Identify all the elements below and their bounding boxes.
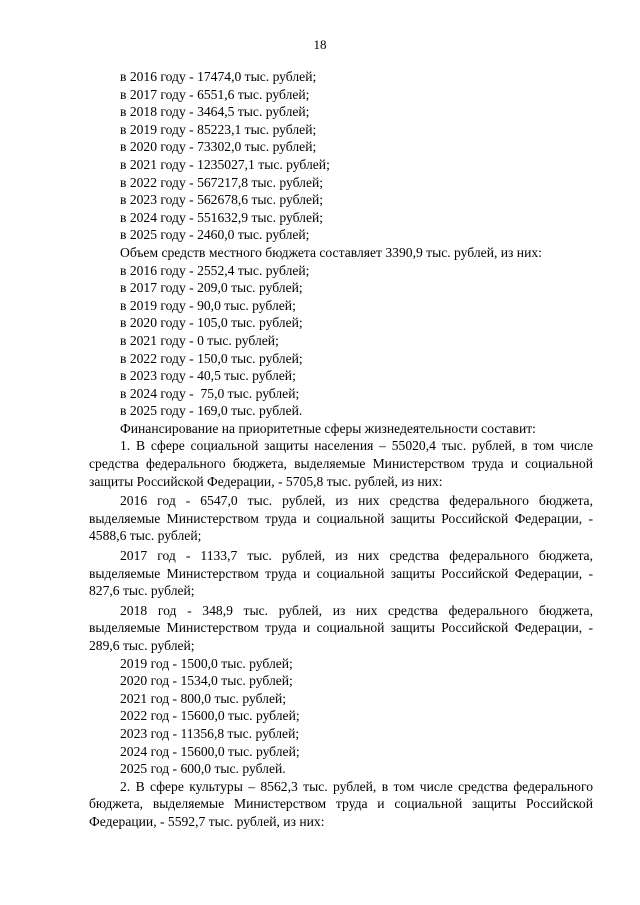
social-year-line: 2023 год - 11356,8 тыс. рублей; <box>120 725 300 741</box>
local-budget-list <box>89 262 593 420</box>
priority-intro: Финансирование на приоритетные сферы жизнедеятельности составит: <box>120 420 536 436</box>
page-number: 18 <box>313 37 327 52</box>
local-budget-line: в 2016 году - 2552,4 тыс. рублей; <box>120 262 310 278</box>
local-budget-line: в 2025 году - 169,0 тыс. рублей. <box>120 403 303 419</box>
social-year-line: 2020 год - 1534,0 тыс. рублей; <box>120 673 293 689</box>
social-year-line: 2022 год - 15600,0 тыс. рублей; <box>120 708 300 724</box>
social-year-paragraph: 2017 год - 1133,7 тыс. рублей, из них средства федерального бюджета, выделяемые Министерством труда и социальной защиты Российской Федерации, - 827,6 тыс. рублей; <box>89 548 593 599</box>
social-year-paragraph: 2016 год - 6547,0 тыс. рублей, из них средства федерального бюджета, выделяемые Министерством труда и социальной защиты Российской Федерации, - 4588,6 тыс. рублей; <box>89 493 593 544</box>
federal-budget-line: в 2020 году - 73302,0 тыс. рублей; <box>120 139 317 155</box>
document-body <box>89 68 593 831</box>
local-budget-line: в 2022 году - 150,0 тыс. рублей; <box>120 350 303 366</box>
federal-budget-line: в 2025 году - 2460,0 тыс. рублей; <box>120 227 310 243</box>
federal-budget-line: в 2016 году - 17474,0 тыс. рублей; <box>120 69 317 84</box>
social-year-line: 2025 год - 600,0 тыс. рублей. <box>120 761 286 777</box>
federal-budget-line: в 2024 году - 551632,9 тыс. рублей; <box>120 209 324 225</box>
local-budget-line: в 2020 году - 105,0 тыс. рублей; <box>120 315 303 331</box>
local-budget-line: в 2019 году - 90,0 тыс. рублей; <box>120 297 296 313</box>
federal-budget-line: в 2019 году - 85223,1 тыс. рублей; <box>120 121 317 137</box>
culture-section-paragraph: 2. В сфере культуры – 8562,3 тыс. рублей, в том числе средства федерального бюджета, выделяемые Министерством труда и социальной защиты Российской Федерации, - 5592,7 тыс. рублей, из них: <box>89 778 593 829</box>
federal-budget-line: в 2017 году - 6551,6 тыс. рублей; <box>120 86 310 102</box>
social-years-short-list <box>89 655 593 778</box>
local-budget-line: в 2021 году - 0 тыс. рублей; <box>120 332 279 348</box>
federal-budget-line: в 2022 году - 567217,8 тыс. рублей; <box>120 174 324 190</box>
social-section-paragraph: 1. В сфере социальной защиты населения – 55020,4 тыс. рублей, в том числе средства федерального бюджета, выделяемые Министерством труда и социальной защиты Российской Федерации, - 5705,8 тыс. рублей, из них: <box>89 438 593 489</box>
social-year-paragraph: 2018 год - 348,9 тыс. рублей, из них средства федерального бюджета, выделяемые Министерством труда и социальной защиты Российской Федерации, - 289,6 тыс. рублей; <box>89 602 593 653</box>
local-budget-line: в 2023 году - 40,5 тыс. рублей; <box>120 368 296 384</box>
federal-budget-line: в 2021 году - 1235027,1 тыс. рублей; <box>120 156 330 172</box>
social-year-line: 2021 год - 800,0 тыс. рублей; <box>120 690 287 706</box>
social-year-line: 2024 год - 15600,0 тыс. рублей; <box>120 743 300 759</box>
federal-budget-line: в 2023 году - 562678,6 тыс. рублей; <box>120 192 324 208</box>
social-year-line: 2019 год - 1500,0 тыс. рублей; <box>120 655 293 671</box>
federal-budget-line: в 2018 году - 3464,5 тыс. рублей; <box>120 104 310 120</box>
local-budget-line: в 2017 году - 209,0 тыс. рублей; <box>120 280 303 296</box>
local-budget-intro: Объем средств местного бюджета составляет 3390,9 тыс. рублей, из них: <box>120 244 542 260</box>
federal-budget-list <box>89 68 593 244</box>
local-budget-line: в 2024 году - 75,0 тыс. рублей; <box>120 385 300 401</box>
